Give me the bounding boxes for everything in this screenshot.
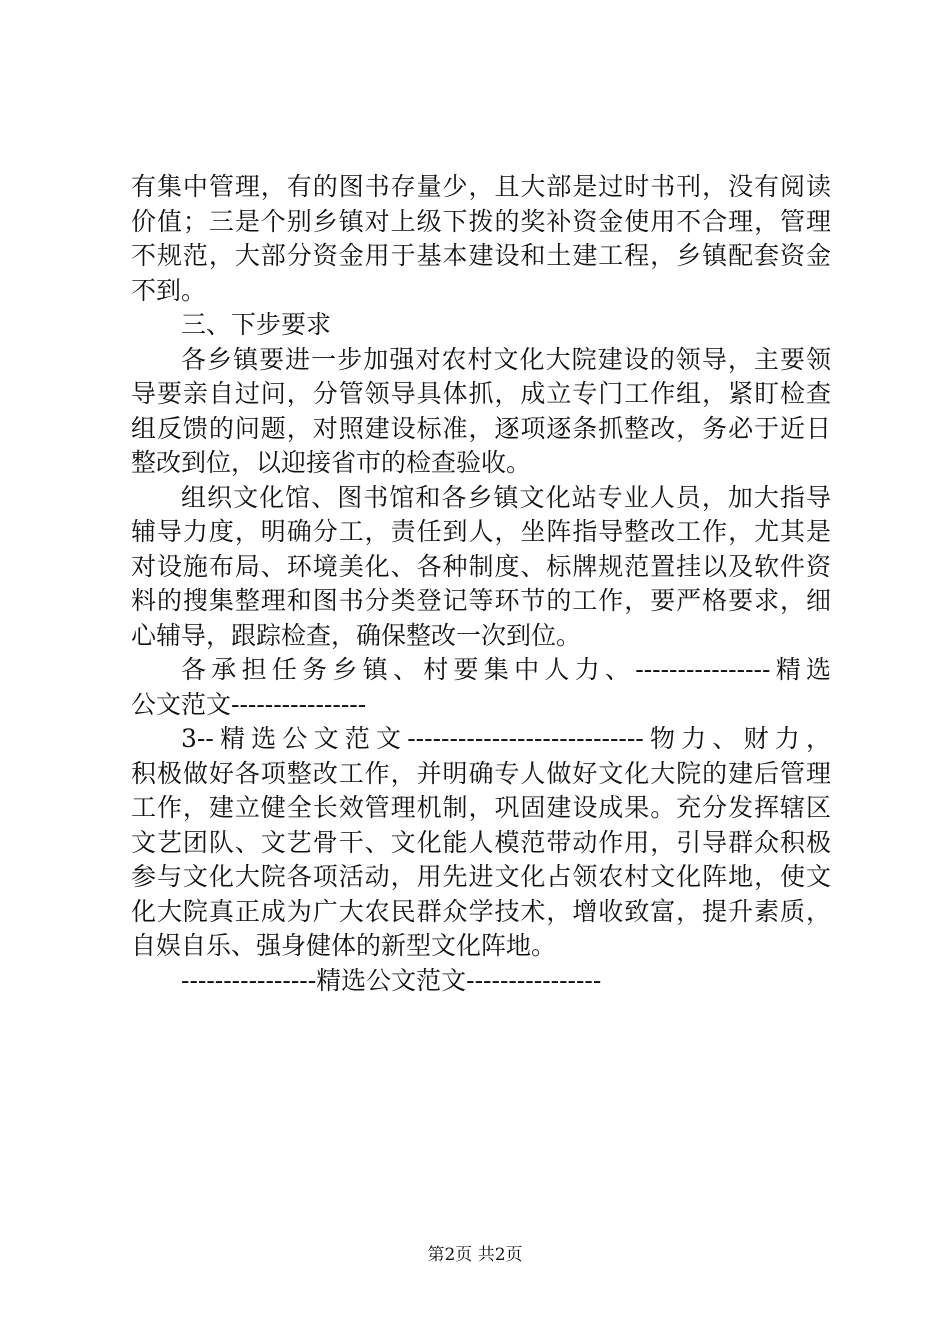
body-line: 组织文化馆、图书馆和各乡镇文化站专业人员，加大指导 <box>181 482 831 512</box>
body-line: 心辅导，跟踪检查，确保整改一次到位。 <box>131 620 582 650</box>
body-line: 3--精选公文范文----------------------------物力、财力， <box>181 724 831 753</box>
body-line: 积极做好各项整改工作，并明确专人做好文化大院的建后管理 <box>131 758 831 788</box>
body-line: 料的搜集整理和图书分类登记等环节的工作，要严格要求，细 <box>131 586 831 615</box>
body-line: 各乡镇要进一步加强对农村文化大院建设的领导，主要领 <box>181 344 831 374</box>
body-line: 参与文化大院各项活动，用先进文化占领农村文化阵地，使文 <box>131 862 831 891</box>
body-line: 价值；三是个别乡镇对上级下拨的奖补资金使用不合理，管理 <box>131 206 831 236</box>
body-line: 工作，建立健全长效管理机制，巩固建设成果。充分发挥辖区 <box>131 793 831 822</box>
body-line: 有集中管理，有的图书存量少，且大部是过时书刊，没有阅读 <box>131 172 831 201</box>
body-line: 自娱自乐、强身健体的新型文化阵地。 <box>131 931 557 960</box>
body-line: 化大院真正成为广大农民群众学技术，增收致富，提升素质， <box>131 896 831 926</box>
body-line: 各承担任务乡镇、村要集中人力、----------------精选 <box>181 655 831 684</box>
body-line: 不到。 <box>131 275 207 305</box>
body-line: 整改到位，以迎接省市的检查验收。 <box>131 448 532 477</box>
body-line: 文艺团队、文艺骨干、文化能人模范带动作用，引导群众积极 <box>131 827 831 857</box>
body-line: ----------------精选公文范文---------------- <box>181 965 602 995</box>
body-line: 导要亲自过问，分管领导具体抓，成立专门工作组，紧盯检查 <box>131 379 831 408</box>
section-heading: 三、下步要求 <box>181 310 332 339</box>
body-line: 不规范，大部分资金用于基本建设和土建工程，乡镇配套资金 <box>131 241 831 270</box>
page-number-footer: 第2页 共2页 <box>427 1245 523 1265</box>
body-line: 辅导力度，明确分工，责任到人，坐阵指导整改工作，尤其是 <box>131 517 831 546</box>
body-line: 公文范文---------------- <box>131 689 367 719</box>
body-line: 组反馈的问题，对照建设标准，逐项逐条抓整改，务必于近日 <box>131 413 831 443</box>
body-line: 对设施布局、环境美化、各种制度、标牌规范置挂以及软件资 <box>131 551 831 581</box>
document-body <box>131 170 831 998</box>
